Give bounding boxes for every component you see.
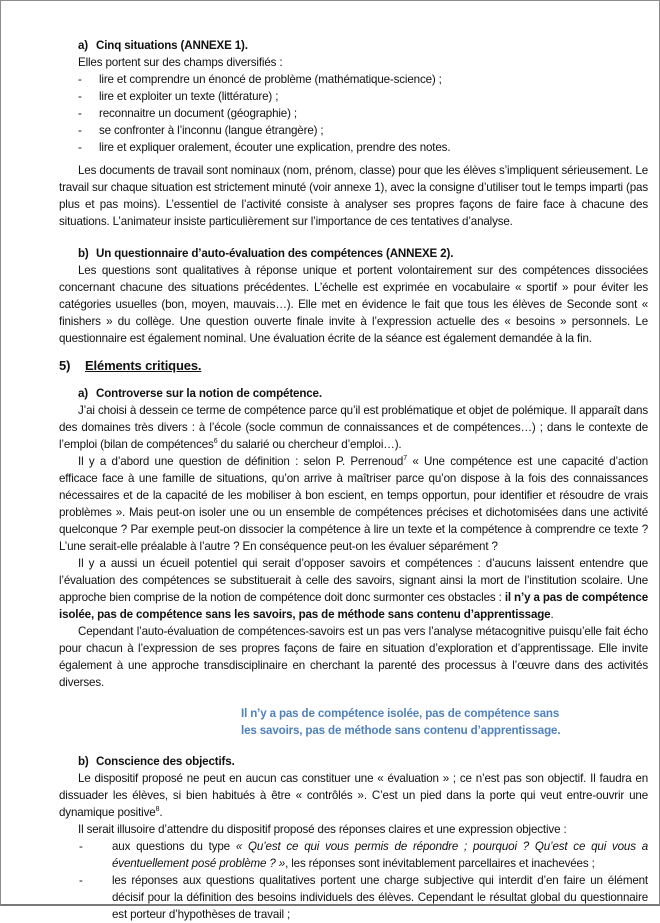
- footnote-ref-7: 7: [403, 455, 407, 462]
- heading-controverse: [78, 385, 648, 402]
- heading-text: Cinq situations (ANNEXE 1).: [96, 39, 248, 52]
- text: J’ai choisi à dessein ce terme de compétence parce qu’il est problématique et objet de polémique. Il apparaît dans des domaines très divers : à l’école (socle commun de connaissances et de compétences…) ; dans le contexte de l’emploi (bilan de compétences: [59, 404, 648, 451]
- list-item: [78, 122, 648, 139]
- list-item: [78, 105, 648, 122]
- pull-quote: Il n’y a pas de compétence isolée, pas de compétence sans les savoirs, pas de méthode sans contenu d’apprentissage.: [241, 707, 561, 737]
- list-item: [78, 139, 648, 156]
- heading-elements-critiques: [59, 357, 648, 374]
- situations-list: [78, 71, 648, 156]
- paragraph-documents-travail: Les documents de travail sont nominaux (nom, prénom, classe) pour que les élèves s’impliquent sérieusement. Le travail sur chaque situation est strictement minuté (voir annexe 1), avec la consigne d’utiliser tout le temps imparti (pas plus et pas moins). L’essentiel de l’activité consiste à analyser ses propres façons de faire face à chacune des situations. L’animateur insiste particulièrement sur l’importance de ces tentatives d’analyse.: [59, 164, 648, 228]
- emphasis-text: il n’y a pas de compétence isolée, pas de compétence sans les savoirs, pas de méthode sans contenu d’apprentissage: [59, 591, 648, 621]
- heading-text: Eléments critiques.: [85, 358, 202, 373]
- dash-bullet: -: [78, 107, 82, 120]
- dash-bullet: -: [79, 874, 83, 887]
- paragraph-dessein: [59, 402, 648, 453]
- text: Il y a aussi un écueil potentiel qui serait d’opposer savoirs et compétences : d’aucuns laissent entendre que l’évaluation des compétences se substituerait à celle des savoirs, signant ainsi la mort de l’institution scolaire. Une approche bien comprise de la notion de compétence doit donc surmonter ces obstacles :: [59, 557, 648, 604]
- objectifs-list: [78, 838, 648, 923]
- list-item-text: reconnaitre un document (géographie) ;: [99, 107, 297, 120]
- dash-bullet: -: [78, 73, 82, 86]
- text: .: [159, 806, 163, 819]
- italic-quote: « Qu’est ce qui vous permis de répondre ; pourquoi ? Qu’est ce qui vous a éventuellement posé problème ? »: [112, 840, 648, 870]
- list-item-text: lire et comprendre un énoncé de problème (mathématique-science) ;: [99, 73, 442, 86]
- list-item-text: lire et exploiter un texte (littérature) ;: [99, 90, 279, 103]
- heading-text: Conscience des objectifs.: [96, 755, 235, 768]
- heading-text: Controverse sur la notion de compétence.: [96, 387, 322, 400]
- heading-number: 5): [59, 358, 71, 373]
- heading-label: a): [78, 387, 89, 400]
- paragraph-ecueil: [59, 555, 648, 623]
- heading-text: Un questionnaire d’auto-évaluation des compétences (ANNEXE 2).: [96, 247, 454, 260]
- text: du salarié ou chercheur d’emploi…).: [217, 438, 402, 451]
- paragraph-questionnaire: Les questions sont qualitatives à réponse unique et portent volontairement sur des compétences dissociées concernant chacune des situations précédentes. L’échelle est exprimée en vocabulaire « sportif » pour éviter les catégories usuelles (bon, moyen, mauvais…). Elle met en évidence le fait que tous les élèves de Seconde sont « finishers » du collège. Une question ouverte finale invite à l’expression actuelle des « besoins » personnels. Le questionnaire est également nominal. Une évaluation écrite de la séance est également demandée à la fin.: [59, 264, 648, 345]
- paragraph-auto-evaluation: Cependant l’auto-évaluation de compétences-savoirs est un pas vers l’analyse métacognitive puisqu’elle fait écho pour chacun à l’expression de ses propres façons de faire en situation d’exploration et d’apprentissage. Elle invite également à une approche transdisciplinaire en cherchant la parenté des processus à l’œuvre dans des activités diverses.: [59, 625, 648, 689]
- heading-cinq-situations: [78, 37, 648, 54]
- heading-questionnaire: [78, 245, 648, 262]
- footnote-ref-8: 8: [155, 806, 160, 813]
- dash-bullet: -: [78, 90, 82, 103]
- list-item: [78, 872, 648, 923]
- dash-bullet: -: [78, 124, 82, 137]
- text: « Une compétence est une capacité d’action efficace face à une famille de situations, qu’on arrive à maîtriser parce qu’on dispose à la fois des connaissances nécessaires et de la capacité de les mobiliser à bon escient, en temps opportun, pour identifier et résoudre de vrais problèmes ». Mais peut-on isoler une ou un ensemble de compétences précises et dichotomisées dans une activité quelconque ? Par exemple peut-on dissocier la compétence à lire un texte et la compétence à comprendre ce texte ? L’une serait-elle préalable à l’autre ? En conséquence peut-on les évaluer séparément ?: [59, 455, 648, 553]
- list-item-text: se confronter à l’inconnu (langue étrangère) ;: [99, 124, 324, 137]
- heading-conscience-objectifs: [78, 753, 648, 770]
- text: .: [550, 608, 554, 621]
- dash-bullet: -: [79, 840, 83, 853]
- text: Le dispositif proposé ne peut en aucun cas constituer une « évaluation » ; ce n’est pas son objectif. Il faudra en dissuader les élèves, si bien habitués à être « contrôlés ». C’est un pied dans la porte qui veut entre-ouvrir une dynamique positive: [59, 772, 648, 819]
- heading-label: b): [78, 755, 89, 768]
- paragraph-definition: [59, 453, 648, 555]
- list-item-text: lire et expliquer oralement, écouter une explication, prendre des notes.: [99, 141, 451, 154]
- heading-label: b): [78, 247, 89, 260]
- document-body: [59, 37, 648, 923]
- paragraph-illusoire: Il serait illusoire d’attendre du dispositif proposé des réponses claires et une expression objective :: [78, 823, 567, 836]
- text: Il y a d’abord une question de définition : selon P. Perrenoud: [78, 455, 404, 468]
- list-item: [78, 838, 648, 872]
- text: aux questions du type: [112, 840, 236, 853]
- heading-label: a): [78, 39, 89, 52]
- dash-bullet: -: [78, 141, 82, 154]
- text: , les réponses sont inévitablement parcellaires et inachevées ;: [285, 857, 595, 870]
- list-item: [78, 71, 648, 88]
- paragraph-dispositif: [59, 770, 648, 821]
- text: les réponses aux questions qualitatives portent une charge subjective qui interdit d’en faire un élément décisif pour la définition des besoins individuels des élèves. Cependant le résultat global du questionnaire est porteur d’hypothèses de travail ;: [112, 874, 648, 921]
- list-item: [78, 88, 648, 105]
- situations-lead: Elles portent sur des champs diversifiés :: [78, 56, 283, 69]
- footnote-ref-6: 6: [213, 438, 218, 445]
